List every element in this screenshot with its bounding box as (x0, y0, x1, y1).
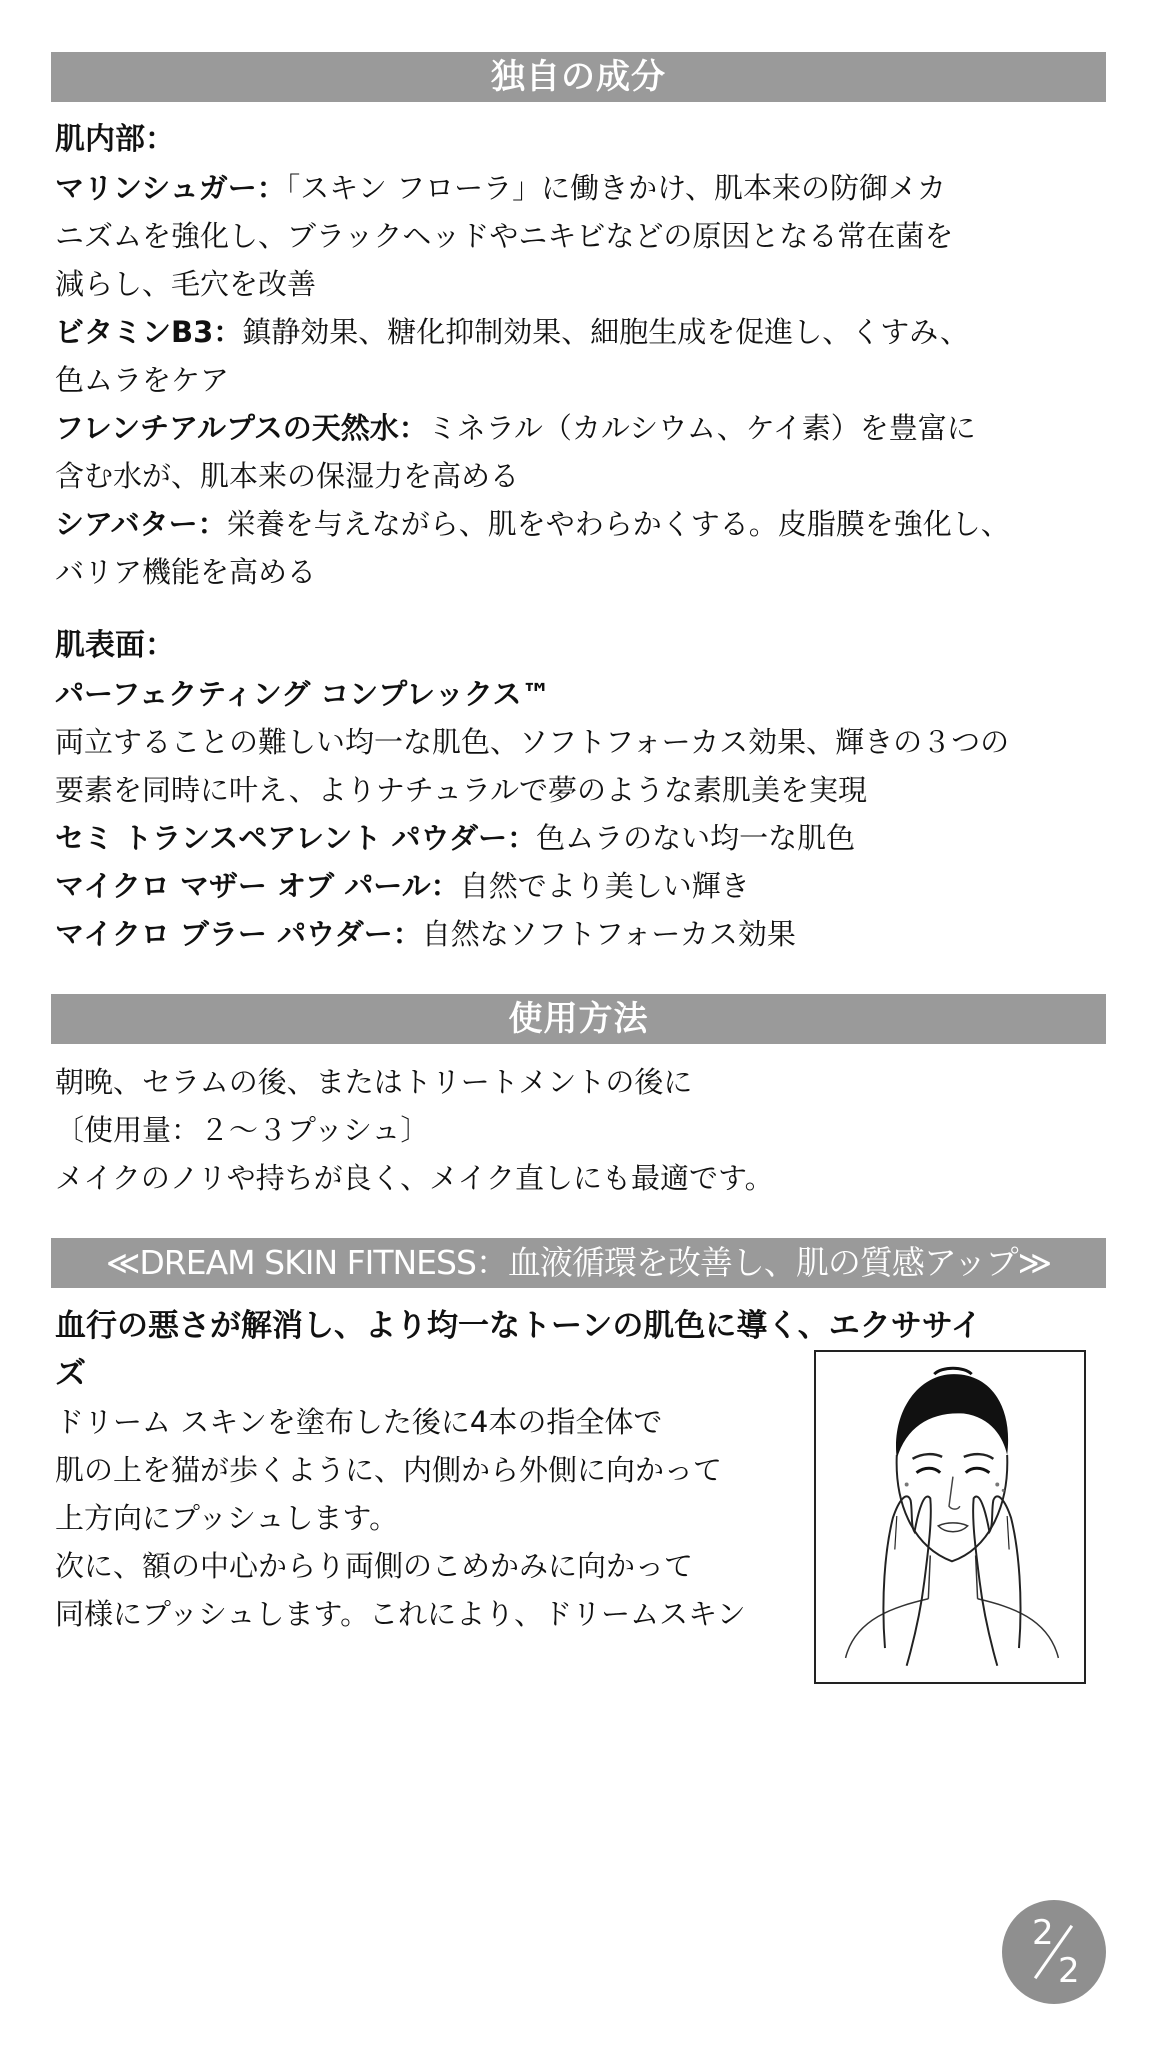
ingredient-text: ミネラル（カルシウム、ケイ素）を豊富に (427, 411, 976, 445)
ingredient-term: シアバター： (55, 507, 227, 541)
ingredient-item (55, 404, 1102, 500)
usage-line: 朝晩、セラムの後、またはトリートメントの後に (55, 1065, 693, 1099)
ingredient-term: マリンシュガー： (55, 171, 286, 205)
surface-heading: 肌表面： (55, 628, 175, 663)
ingredient-text: バリア機能を高める (55, 555, 317, 589)
fitness-instructions (55, 1398, 805, 1638)
surface-text: 色ムラのない均一な肌色 (536, 821, 856, 855)
ingredient-text: 含む水が、肌本来の保湿力を高める (55, 459, 520, 493)
section-header-usage: 使用方法 (51, 994, 1106, 1044)
ingredient-text: ニズムを強化し、ブラックヘッドやニキビなどの原因となる常在菌を (55, 219, 954, 253)
complex-name: パーフェクティング コンプレックス™ (55, 677, 551, 711)
section-header-ingredients: 独自の成分 (51, 52, 1106, 102)
page-number-badge (1002, 1900, 1106, 2004)
page-current: 2 (1032, 1913, 1054, 1953)
surface-item (55, 814, 1102, 862)
fitness-body (51, 1398, 1106, 1738)
surface-text: 自然なソフトフォーカス効果 (421, 917, 796, 951)
usage-line: メイクのノリや持ちが良く、メイク直しにも最適です。 (55, 1161, 774, 1195)
ingredient-item (55, 500, 1102, 596)
page-total: 2 (1058, 1951, 1080, 1991)
surface-text: 自然でより美しい輝き (459, 869, 750, 903)
ingredients-inner-block (51, 116, 1106, 596)
complex-text: 要素を同時に叶え、よりナチュラルで夢のような素肌美を実現 (55, 773, 868, 807)
section-header-fitness: ≪DREAM SKIN FITNESS：血液循環を改善し、肌の質感アップ≫ (51, 1238, 1106, 1288)
fitness-line: 同様にプッシュします。これにより、ドリームスキン (55, 1597, 746, 1631)
ingredients-surface-block (51, 622, 1106, 958)
fitness-line: 肌の上を猫が歩くように、内側から外側に向かって (55, 1453, 723, 1487)
ingredient-term: フレンチアルプスの天然水： (55, 411, 428, 445)
surface-term: セミ トランスペアレント パウダー： (55, 821, 537, 855)
document-page (51, 52, 1106, 1738)
face-massage-illustration (814, 1350, 1086, 1684)
complex-description (55, 670, 1102, 814)
ingredient-text: 栄養を与えながら、肌をやわらかくする。皮脂膜を強化し、 (226, 507, 1010, 541)
surface-item (55, 910, 1102, 958)
surface-term: マイクロ マザー オブ パール： (55, 869, 460, 903)
fitness-heading-line: 血行の悪さが解消し、より均一なトーンの肌色に導く、エクササイ (55, 1308, 982, 1344)
fitness-line: ドリーム スキンを塗布した後に4本の指全体で (55, 1405, 663, 1439)
complex-text: 両立することの難しい均一な肌色、ソフトフォーカス効果、輝きの３つの (55, 725, 1010, 759)
fitness-heading-line: ズ (55, 1356, 86, 1392)
inner-heading: 肌内部： (55, 122, 175, 157)
fitness-line: 上方向にプッシュします。 (55, 1501, 399, 1535)
ingredient-text: 「スキン フローラ」に働きかけ、肌本来の防御メカ (285, 171, 946, 205)
ingredient-term: ビタミンB3： (55, 315, 243, 349)
surface-term: マイクロ ブラー パウダー： (55, 917, 422, 951)
ingredient-text: 鎮静効果、糖化抑制効果、細胞生成を促進し、くすみ、 (242, 315, 970, 349)
face-massage-drawing (816, 1352, 1084, 1682)
ingredient-text: 色ムラをケア (55, 363, 230, 397)
surface-item (55, 862, 1102, 910)
usage-block (51, 1058, 1106, 1202)
ingredient-item (55, 308, 1102, 404)
fitness-line: 次に、額の中心からり両側のこめかみに向かって (55, 1549, 694, 1583)
usage-line: 〔使用量：２～３プッシュ〕 (55, 1113, 430, 1147)
ingredient-text: 減らし、毛穴を改善 (55, 267, 317, 301)
ingredient-item (55, 164, 1102, 308)
